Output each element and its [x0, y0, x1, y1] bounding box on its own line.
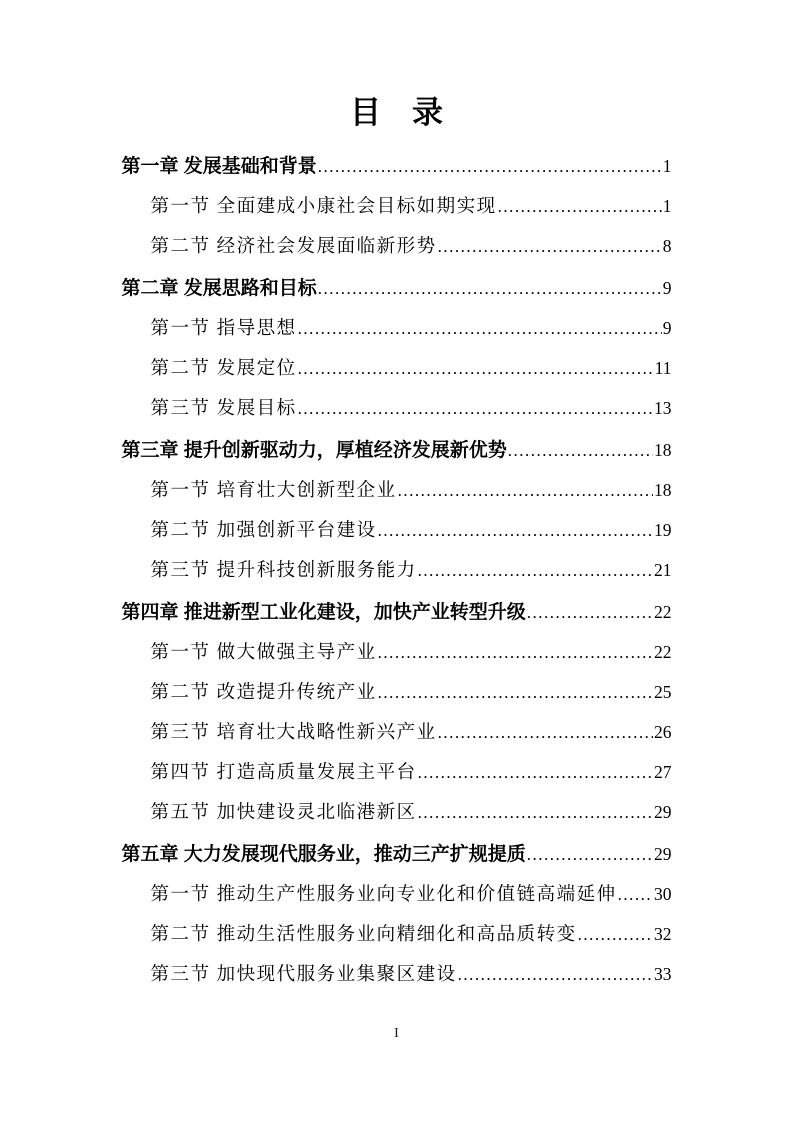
- toc-entry-title: 第一章 发展基础和背景: [121, 156, 317, 177]
- dot-leader: [438, 227, 662, 267]
- toc-entry-title: 第三节 培育壮大战略性新兴产业: [150, 723, 437, 743]
- toc-entry-page: 27: [654, 762, 672, 782]
- toc-entry-title: 第一节 指导思想: [150, 319, 297, 339]
- toc-entry-title: 第二章 发展思路和目标: [121, 278, 317, 299]
- toc-entry-page: 11: [654, 358, 672, 378]
- toc-entry-title: 第二节 经济社会发展面临新形势: [150, 237, 437, 257]
- dot-leader: [298, 309, 662, 349]
- toc-entry-section[interactable]: [122, 752, 672, 792]
- dot-leader: [418, 793, 653, 833]
- toc-entry-section[interactable]: [122, 672, 672, 712]
- toc-entry-section[interactable]: [122, 712, 672, 752]
- table-of-contents: [122, 146, 672, 994]
- toc-entry-page: 18: [654, 480, 672, 500]
- toc-entry-page: 29: [654, 802, 672, 822]
- toc-entry-section[interactable]: [122, 954, 672, 994]
- toc-entry-page: 9: [662, 278, 672, 298]
- toc-entry-title: 第四节 打造高质量发展主平台: [150, 763, 417, 783]
- dot-leader: [618, 875, 653, 915]
- page-title: 目 录: [350, 95, 443, 130]
- toc-content: [122, 0, 672, 994]
- toc-entry-page: 13: [654, 398, 672, 418]
- toc-entry-page: 25: [654, 682, 672, 702]
- toc-entry-section[interactable]: [122, 308, 672, 348]
- toc-entry-title: 第五节 加快建设灵北临港新区: [150, 803, 417, 823]
- toc-entry-title: 第三节 提升科技创新服务能力: [150, 561, 417, 581]
- dot-leader: [527, 593, 653, 633]
- dot-leader: [378, 633, 653, 673]
- toc-entry-page: 26: [654, 722, 672, 742]
- toc-entry-page: 9: [662, 318, 672, 338]
- toc-entry-page: 22: [654, 642, 672, 662]
- toc-entry-section[interactable]: [122, 874, 672, 914]
- toc-entry-chapter-1[interactable]: [122, 146, 672, 186]
- toc-entry-page: 29: [654, 844, 672, 864]
- toc-entry-title: 第一节 推动生产性服务业向专业化和价值链高端延伸: [150, 885, 617, 905]
- toc-entry-section[interactable]: [122, 348, 672, 388]
- toc-entry-title: 第二节 推动生活性服务业向精细化和高品质转变: [150, 925, 577, 945]
- toc-entry-page: 18: [654, 440, 672, 460]
- dot-leader: [418, 551, 653, 591]
- toc-entry-section[interactable]: [122, 470, 672, 510]
- dot-leader: [378, 511, 653, 551]
- toc-entry-section[interactable]: [122, 632, 672, 672]
- toc-entry-title: 第一节 做大做强主导产业: [150, 643, 377, 663]
- toc-entry-title: 第五章 大力发展现代服务业，推动三产扩规提质: [121, 844, 526, 865]
- toc-entry-page: 1: [662, 196, 672, 216]
- dot-leader: [398, 471, 653, 511]
- toc-entry-page: 19: [654, 520, 672, 540]
- dot-leader: [578, 915, 653, 955]
- toc-entry-page: 21: [654, 560, 672, 580]
- dot-leader: [438, 713, 653, 753]
- toc-entry-section[interactable]: [122, 388, 672, 428]
- toc-entry-page: 33: [654, 964, 672, 984]
- toc-entry-section[interactable]: [122, 550, 672, 590]
- toc-entry-page: 30: [654, 884, 672, 904]
- footer-page-number: I: [394, 1026, 399, 1041]
- toc-entry-title: 第二节 加强创新平台建设: [150, 521, 377, 541]
- toc-entry-section[interactable]: [122, 226, 672, 266]
- toc-entry-section[interactable]: [122, 186, 672, 226]
- toc-entry-title: 第三章 提升创新驱动力，厚植经济发展新优势: [121, 440, 507, 461]
- dot-leader: [318, 269, 662, 309]
- dot-leader: [418, 753, 653, 793]
- toc-entry-title: 第三节 发展目标: [150, 399, 297, 419]
- dot-leader: [298, 349, 654, 389]
- toc-entry-section[interactable]: [122, 914, 672, 954]
- dot-leader: [527, 835, 653, 875]
- toc-entry-page: 32: [654, 924, 672, 944]
- toc-entry-section[interactable]: [122, 792, 672, 832]
- toc-entry-page: 1: [662, 156, 672, 176]
- toc-entry-title: 第一节 全面建成小康社会目标如期实现: [150, 197, 497, 217]
- dot-leader: [378, 673, 653, 713]
- toc-entry-title: 第二节 发展定位: [150, 359, 297, 379]
- toc-entry-page: 22: [654, 602, 672, 622]
- toc-entry-title: 第三节 加快现代服务业集聚区建设: [150, 965, 457, 985]
- dot-leader: [318, 147, 662, 187]
- toc-entry-chapter-5[interactable]: [122, 834, 672, 874]
- toc-entry-chapter-2[interactable]: [122, 268, 672, 308]
- toc-entry-chapter-3[interactable]: [122, 430, 672, 470]
- toc-entry-chapter-4[interactable]: [122, 592, 672, 632]
- toc-entry-title: 第四章 推进新型工业化建设，加快产业转型升级: [121, 602, 526, 623]
- dot-leader: [298, 389, 653, 429]
- toc-entry-section[interactable]: [122, 510, 672, 550]
- toc-entry-page: 8: [662, 236, 672, 256]
- toc-entry-title: 第二节 改造提升传统产业: [150, 683, 377, 703]
- dot-leader: [508, 431, 653, 471]
- toc-entry-title: 第一节 培育壮大创新型企业: [150, 481, 397, 501]
- dot-leader: [498, 187, 662, 227]
- dot-leader: [458, 955, 653, 995]
